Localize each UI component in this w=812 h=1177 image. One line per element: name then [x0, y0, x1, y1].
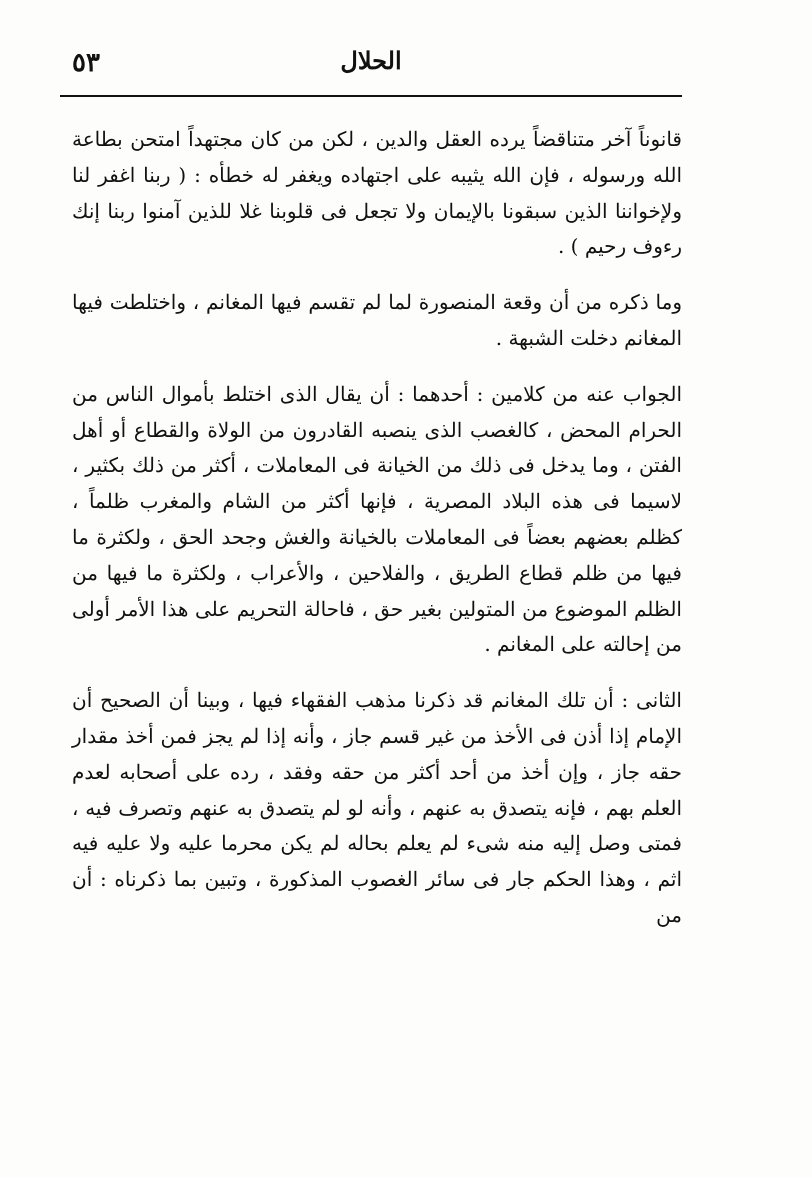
paragraph-1: قانوناً آخر متناقضاً يرده العقل والدين ، لكن من كان مجتهداً امتحن بطاعة الله ورسوله ، فإن الله يثيبه على اجتهاده ويغفر له خطأه : ( ربنا اغفر لنا ولإخواننا الذين سبقونا بالإيمان ولا تجعل فى قلوبنا غلا للذين آمنوا ربنا إنك رءوف رحيم ) .: [72, 127, 682, 259]
running-title: الحلال: [340, 46, 402, 75]
page-header: [60, 40, 682, 92]
paragraph-4: الثانى : أن تلك المغانم قد ذكرنا مذهب الفقهاء فيها ، وبينا أن الصحيح أن الإمام إذا أذن فى الأخذ من غير قسم جاز ، وأنه إذا لم يجز فمن أخذ مقدار حقه جاز ، وإن أخذ من أحد أكثر من حقه وفقد ، رده على أصحابه لعدم العلم بهم ، فإنه يتصدق به عنهم ، وأنه لو لم يتصدق به عنهم وتصرف فيه ، فمتى وصل إليه منه شىء لم يعلم بحاله لم يكن محرما عليه ولا عليه فيه اثم ، وهذا الحكم جار فى سائر الغصوب المذكورة ، وتبين بما ذكرناه : أن من: [72, 688, 682, 927]
body-text: [72, 122, 682, 934]
header-divider: [60, 95, 682, 97]
paragraph-2: وما ذكره من أن وقعة المنصورة لما لم تقسم فيها المغانم ، واختلطت فيها المغانم دخلت الشبهة .: [72, 290, 682, 350]
paragraph-3: الجواب عنه من كلامين : أحدهما : أن يقال الذى اختلط بأموال الناس من الحرام المحض ، كالغصب الذى ينصبه القادرون من الولاة والقطاع أو أهل الفتن ، وما يدخل فى ذلك من الخيانة فى المعاملات ، أكثر من ذلك بكثير ، لاسيما فى هذه البلاد المصرية ، فإنها أكثر من الشام والمغرب ظلماً ، كظلم بعضهم بعضاً فى المعاملات بالخيانة والغش وجحد الحق ، ولكثرة ما فيها من ظلم قطاع الطريق ، والفلاحين ، والأعراب ، ولكثرة ما فيها من الظلم الموضوع من المتولين بغير حق ، فاحالة التحريم على هذا الأمر أولى من إحالته على المغانم .: [72, 381, 682, 657]
page-number: ٥٣: [72, 48, 100, 78]
